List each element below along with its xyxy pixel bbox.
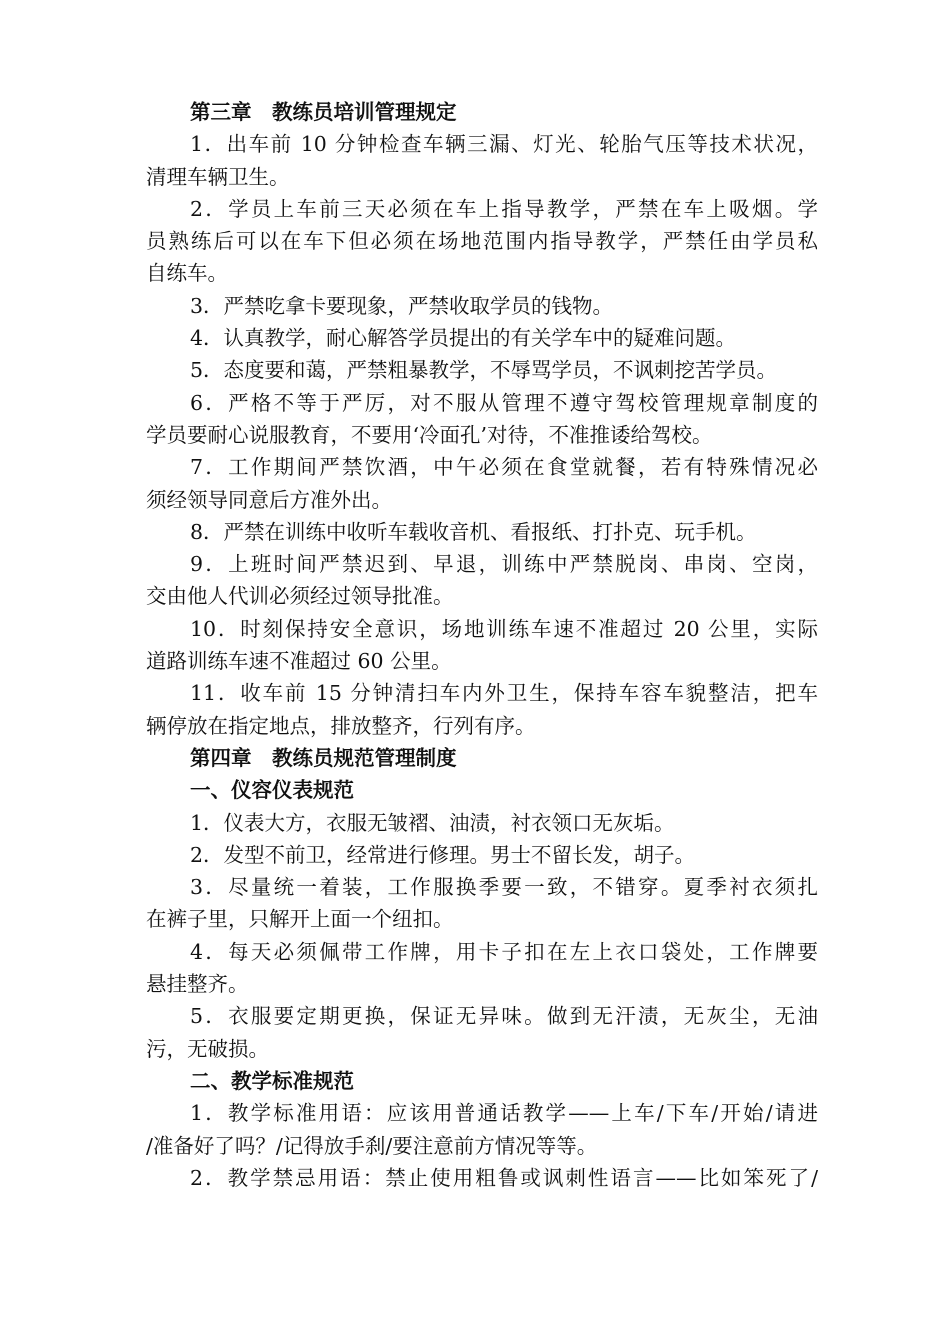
paragraph-line: 学员要耐心说服教育，不要用‘冷面孔’对待，不准推诿给驾校。 [146, 422, 713, 447]
paragraph-line: 清理车辆卫生。 [146, 164, 290, 189]
paragraph-line: 4．每天必须佩带工作牌，用卡子扣在左上衣口袋处，工作牌要 [190, 939, 818, 964]
paragraph-line: 交由他人代训必须经过领导批准。 [146, 584, 454, 609]
paragraph-line: 道路训练车速不准超过 60 公里。 [146, 649, 452, 674]
paragraph-line: 1．仪表大方，衣服无皱褶、油渍，衬衣领口无灰垢。 [190, 810, 675, 835]
paragraph-line: 8．严禁在训练中收听车载收音机、看报纸、打扑克、玩手机。 [190, 519, 757, 544]
paragraph-line: 悬挂整齐。 [146, 972, 249, 997]
paragraph-line: /准备好了吗？/记得放手刹/要注意前方情况等等。 [146, 1133, 598, 1158]
paragraph-line: 5．态度要和蔼，严禁粗暴教学，不辱骂学员，不讽刺挖苦学员。 [190, 358, 778, 383]
paragraph-line: 2．教学禁忌用语：禁止使用粗鲁或讽刺性语言——比如笨死了/ [190, 1165, 818, 1190]
section-heading: 第三章 教练员培训管理规定 [190, 100, 457, 124]
section-heading: 二、教学标准规范 [190, 1068, 354, 1093]
paragraph-line: 7．工作期间严禁饮酒，中午必须在食堂就餐，若有特殊情况必 [190, 455, 818, 480]
paragraph-line: 6．严格不等于严厉，对不服从管理不遵守驾校管理规章制度的 [190, 390, 818, 415]
paragraph-line: 1．教学标准用语：应该用普通话教学——上车/下车/开始/请进 [190, 1101, 818, 1126]
paragraph-line: 在裤子里，只解开上面一个纽扣。 [146, 907, 454, 932]
paragraph-line: 1．出车前 10 分钟检查车辆三漏、灯光、轮胎气压等技术状况， [190, 132, 818, 157]
paragraph-line: 3．尽量统一着装，工作服换季要一致，不错穿。夏季衬衣须扎 [190, 875, 818, 900]
paragraph-line: 员熟练后可以在车下但必须在场地范围内指导教学，严禁任由学员私 [146, 229, 818, 254]
paragraph-line: 11．收车前 15 分钟清扫车内外卫生，保持车容车貌整洁，把车 [190, 681, 818, 706]
paragraph-line: 4．认真教学，耐心解答学员提出的有关学车中的疑难问题。 [190, 326, 737, 351]
paragraph-line: 2．发型不前卫，经常进行修理。男士不留长发，胡子。 [190, 842, 696, 867]
paragraph-line: 污，无破损。 [146, 1036, 269, 1061]
document-page [146, 96, 818, 1194]
paragraph-line: 2．学员上车前三天必须在车上指导教学，严禁在车上吸烟。学 [190, 196, 818, 221]
paragraph-line: 5．衣服要定期更换，保证无异味。做到无汗渍，无灰尘，无油 [190, 1004, 818, 1029]
section-heading: 第四章 教练员规范管理制度 [190, 745, 457, 770]
paragraph-line: 须经领导同意后方准外出。 [146, 487, 392, 512]
section-heading: 一、仪容仪表规范 [190, 778, 354, 803]
paragraph-line: 自练车。 [146, 261, 228, 286]
paragraph-line: 10．时刻保持安全意识，场地训练车速不准超过 20 公里，实际 [190, 616, 818, 641]
paragraph-line: 9．上班时间严禁迟到、早退，训练中严禁脱岗、串岗、空岗， [190, 552, 818, 577]
paragraph-line: 3．严禁吃拿卡要现象，严禁收取学员的钱物。 [190, 293, 614, 318]
paragraph-line: 辆停放在指定地点，排放整齐，行列有序。 [146, 713, 536, 738]
